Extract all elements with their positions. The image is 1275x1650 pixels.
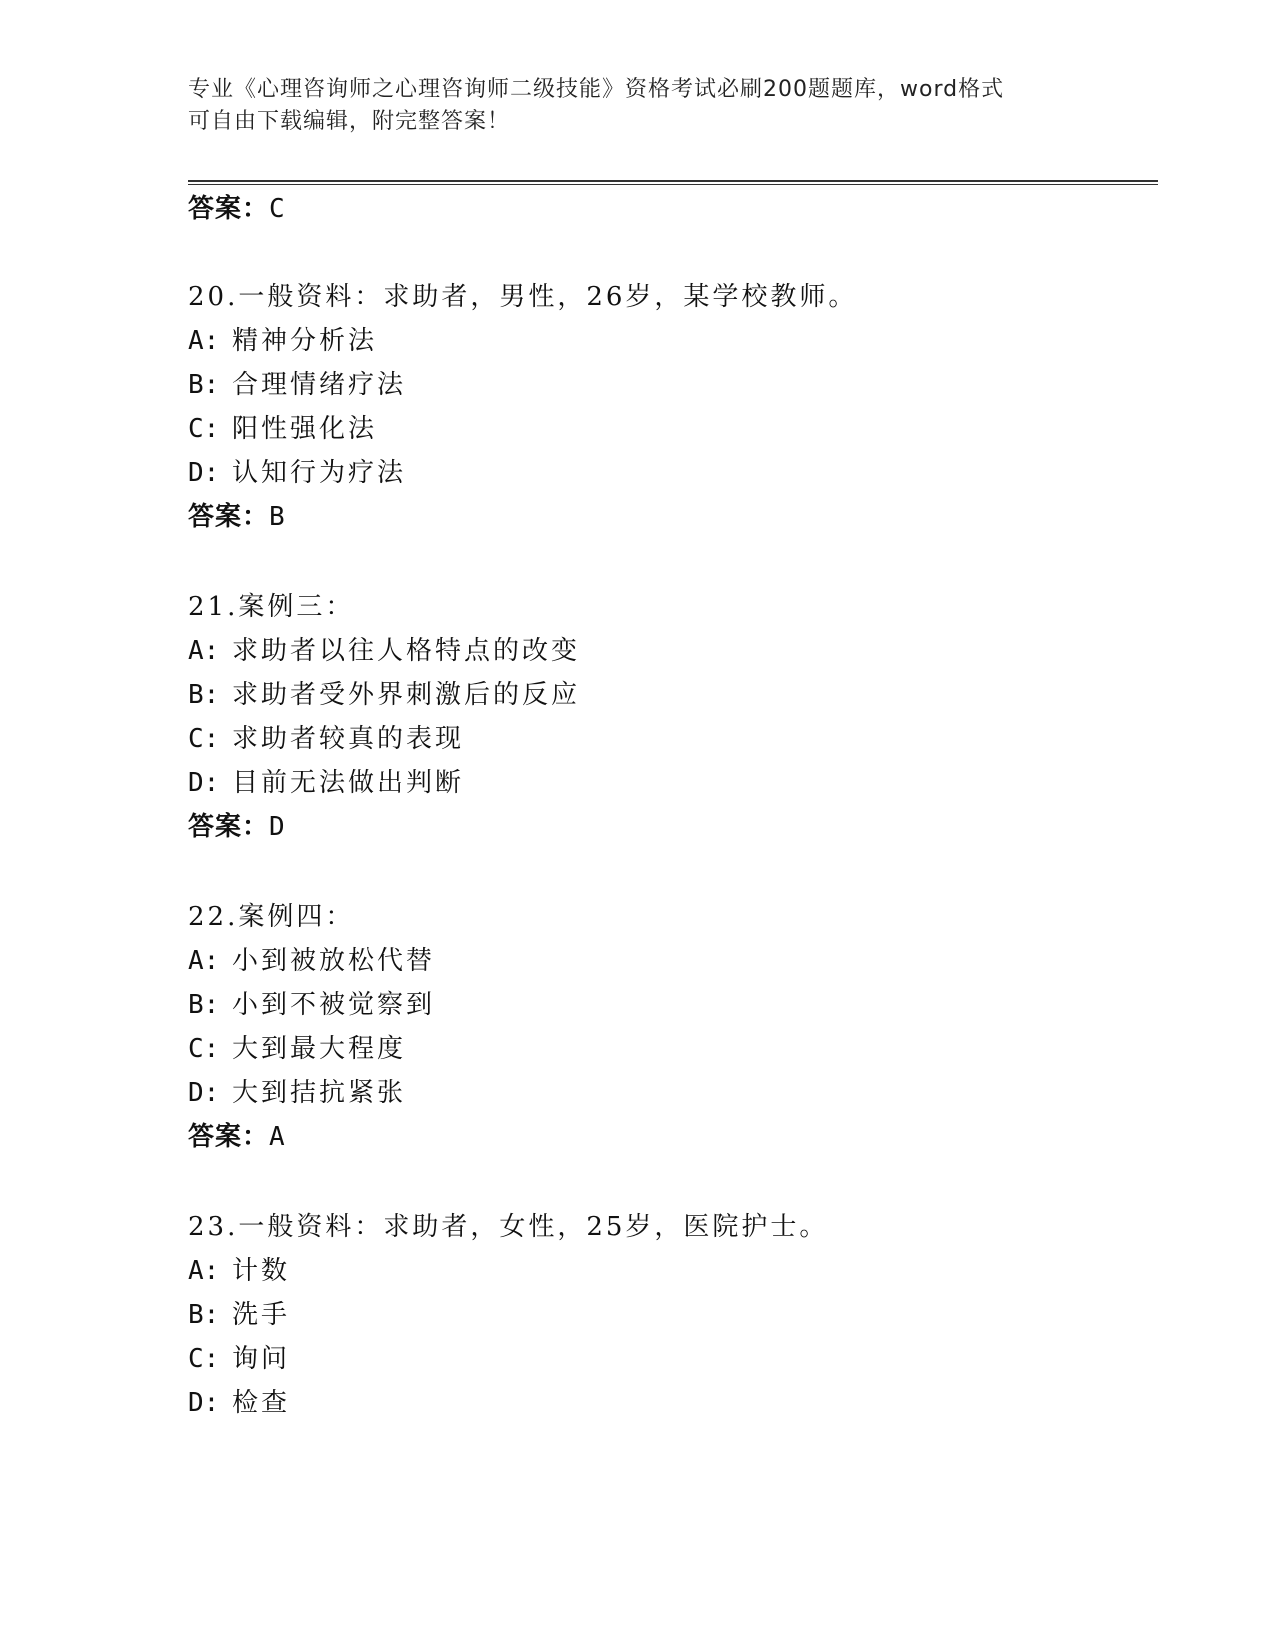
option-text: 求助者受外界刺激后的反应 (232, 680, 581, 710)
option-letter: C: (188, 414, 220, 444)
option-text: 阳性强化法 (232, 414, 378, 444)
option-c (188, 1342, 290, 1376)
answer-line (188, 810, 286, 844)
option-text: 认知行为疗法 (232, 458, 407, 488)
option-letter: D: (188, 458, 220, 488)
header-line-1: 专业《心理咨询师之心理咨询师二级技能》资格考试必刷200题题库，word格式 (188, 77, 1005, 102)
answer-value: A (269, 1122, 286, 1152)
option-text: 小到不被觉察到 (232, 990, 436, 1020)
option-text: 求助者以往人格特点的改变 (232, 636, 581, 666)
option-text: 检查 (232, 1388, 291, 1418)
option-d (188, 456, 406, 490)
option-letter: D: (188, 768, 220, 798)
option-c (188, 412, 377, 446)
question-stem: 21.案例三： (188, 592, 355, 622)
option-a (188, 324, 377, 358)
option-a (188, 634, 580, 668)
option-text: 目前无法做出判断 (232, 768, 465, 798)
option-text: 精神分析法 (232, 326, 378, 356)
option-letter: B: (188, 370, 220, 400)
option-b (188, 368, 406, 402)
option-text: 询问 (232, 1344, 291, 1374)
option-text: 大到拮抗紧张 (232, 1078, 407, 1108)
option-text: 计数 (232, 1256, 291, 1286)
option-a (188, 944, 435, 978)
answer-label: 答案： (188, 812, 270, 842)
option-text: 合理情绪疗法 (232, 370, 407, 400)
answer-line (188, 192, 286, 226)
option-letter: B: (188, 1300, 220, 1330)
option-letter: C: (188, 1344, 220, 1374)
question-stem: 22.案例四： (188, 902, 355, 932)
option-b (188, 678, 580, 712)
option-letter: B: (188, 990, 220, 1020)
document-header (188, 74, 1068, 138)
option-letter: D: (188, 1388, 220, 1418)
answer-value: D (269, 812, 286, 842)
option-c (188, 1032, 406, 1066)
answer-label: 答案： (188, 1122, 270, 1152)
option-text: 洗手 (232, 1300, 291, 1330)
answer-label: 答案： (188, 502, 270, 532)
answer-line (188, 500, 286, 534)
option-letter: D: (188, 1078, 220, 1108)
answer-value: B (269, 502, 286, 532)
option-c (188, 722, 464, 756)
option-d (188, 1386, 290, 1420)
option-d (188, 766, 464, 800)
option-a (188, 1254, 290, 1288)
option-b (188, 1298, 290, 1332)
option-letter: A: (188, 946, 220, 976)
option-d (188, 1076, 406, 1110)
option-text: 求助者较真的表现 (232, 724, 465, 754)
question-stem: 20.一般资料：求助者，男性，26岁，某学校教师。 (188, 282, 858, 312)
header-divider (188, 180, 1158, 186)
answer-line (188, 1120, 286, 1154)
option-text: 小到被放松代替 (232, 946, 436, 976)
option-b (188, 988, 435, 1022)
header-line-2: 可自由下载编辑，附完整答案！ (188, 109, 511, 134)
option-letter: C: (188, 1034, 220, 1064)
answer-value: C (269, 194, 286, 224)
option-letter: A: (188, 636, 220, 666)
option-letter: C: (188, 724, 220, 754)
option-letter: B: (188, 680, 220, 710)
option-letter: A: (188, 326, 220, 356)
question-stem: 23.一般资料：求助者，女性，25岁，医院护士。 (188, 1212, 829, 1242)
option-text: 大到最大程度 (232, 1034, 407, 1064)
option-letter: A: (188, 1256, 220, 1286)
answer-label: 答案： (188, 194, 270, 224)
